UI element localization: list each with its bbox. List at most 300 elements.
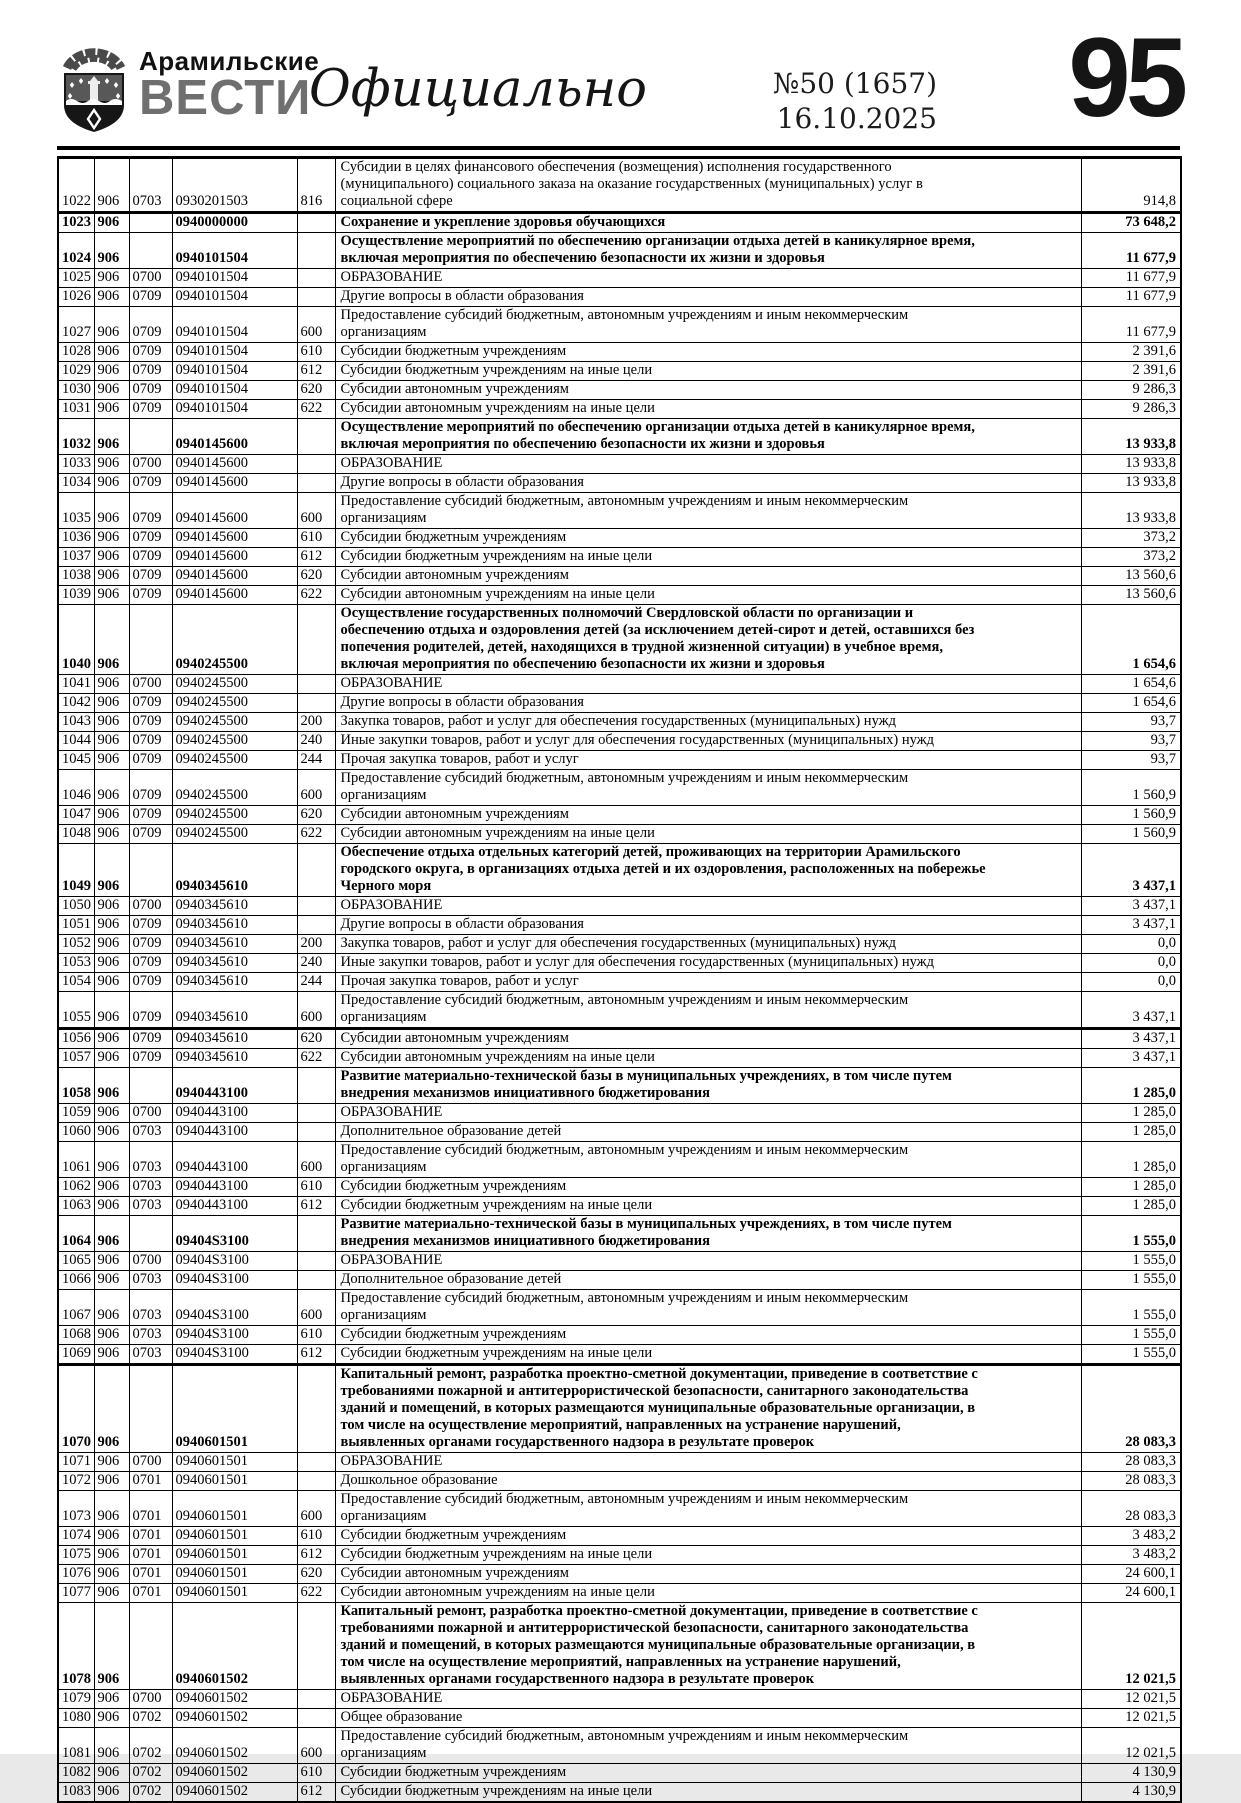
cell-section-code: 0709	[129, 586, 172, 605]
cell-target-article: 0940145600	[172, 493, 297, 529]
cell-row-number: 1049	[58, 844, 94, 897]
cell-name: Осуществление государственных полномочий Свердловской области по организации и обеспечению отдыха и оздоровления детей (за исключением детей-сирот и детей, оставшихся без попечения родителей, детей, находящихся в трудной жизненной ситуации) в учебное время, включая мероприятия по обеспечению безопасности их жизни и здоровья	[335, 605, 1081, 675]
cell-amount: 1 654,6	[1081, 605, 1181, 675]
cell-expense-type: 622	[297, 586, 335, 605]
cell-row-number: 1065	[58, 1252, 94, 1271]
cell-grbs-code: 906	[94, 935, 129, 954]
cell-target-article: 0940601501	[172, 1453, 297, 1472]
cell-expense-type: 600	[297, 493, 335, 529]
cell-row-number: 1040	[58, 605, 94, 675]
cell-expense-type: 600	[297, 992, 335, 1029]
cell-amount: 93,7	[1081, 751, 1181, 770]
cell-row-number: 1048	[58, 825, 94, 844]
cell-target-article: 0940101504	[172, 288, 297, 307]
cell-row-number: 1054	[58, 973, 94, 992]
cell-grbs-code: 906	[94, 1326, 129, 1345]
cell-amount: 4 130,9	[1081, 1764, 1181, 1783]
cell-section-code: 0703	[129, 1345, 172, 1365]
cell-target-article: 09404S3100	[172, 1290, 297, 1326]
cell-row-number: 1066	[58, 1271, 94, 1290]
cell-expense-type: 620	[297, 1029, 335, 1049]
cell-section-code	[129, 605, 172, 675]
cell-target-article: 0940443100	[172, 1123, 297, 1142]
table-row	[58, 1271, 1181, 1290]
cell-expense-type	[297, 1690, 335, 1709]
cell-expense-type: 200	[297, 713, 335, 732]
cell-expense-type: 612	[297, 1345, 335, 1365]
cell-section-code: 0701	[129, 1491, 172, 1527]
cell-amount: 1 555,0	[1081, 1345, 1181, 1365]
cell-row-number: 1063	[58, 1197, 94, 1216]
cell-grbs-code: 906	[94, 548, 129, 567]
cell-grbs-code: 906	[94, 916, 129, 935]
cell-name: Субсидии в целях финансового обеспечения (возмещения) исполнения государственного (муниципального) социального заказа на оказание государственных (муниципальных) услуг в социальной сфере	[335, 158, 1081, 213]
cell-name: Дошкольное образование	[335, 1472, 1081, 1491]
cell-grbs-code: 906	[94, 213, 129, 233]
cell-row-number: 1041	[58, 675, 94, 694]
cell-target-article: 09404S3100	[172, 1345, 297, 1365]
cell-grbs-code: 906	[94, 1709, 129, 1728]
table-row	[58, 935, 1181, 954]
table-row	[58, 269, 1181, 288]
cell-row-number: 1072	[58, 1472, 94, 1491]
cell-amount: 3 483,2	[1081, 1527, 1181, 1546]
cell-target-article: 0940443100	[172, 1068, 297, 1104]
cell-row-number: 1053	[58, 954, 94, 973]
table-row	[58, 1104, 1181, 1123]
table-row	[58, 288, 1181, 307]
cell-expense-type	[297, 474, 335, 493]
cell-expense-type	[297, 233, 335, 269]
cell-row-number: 1023	[58, 213, 94, 233]
cell-grbs-code: 906	[94, 1197, 129, 1216]
table-row	[58, 1197, 1181, 1216]
cell-section-code: 0709	[129, 529, 172, 548]
cell-section-code: 0702	[129, 1783, 172, 1803]
cell-expense-type: 610	[297, 1527, 335, 1546]
cell-target-article: 0940345610	[172, 1049, 297, 1068]
cell-grbs-code: 906	[94, 1764, 129, 1783]
cell-grbs-code: 906	[94, 973, 129, 992]
cell-grbs-code: 906	[94, 1690, 129, 1709]
cell-section-code: 0702	[129, 1764, 172, 1783]
table-row	[58, 806, 1181, 825]
table-row	[58, 1603, 1181, 1690]
cell-expense-type	[297, 675, 335, 694]
cell-amount: 1 560,9	[1081, 770, 1181, 806]
cell-expense-type: 600	[297, 1142, 335, 1178]
cell-name: ОБРАЗОВАНИЕ	[335, 455, 1081, 474]
cell-row-number: 1033	[58, 455, 94, 474]
table-row	[58, 713, 1181, 732]
cell-section-code: 0700	[129, 1453, 172, 1472]
cell-section-code	[129, 419, 172, 455]
table-row	[58, 362, 1181, 381]
cell-section-code: 0700	[129, 675, 172, 694]
cell-row-number: 1032	[58, 419, 94, 455]
cell-amount: 3 437,1	[1081, 1049, 1181, 1068]
cell-name: Субсидии бюджетным учреждениям на иные цели	[335, 1546, 1081, 1565]
cell-target-article: 09404S3100	[172, 1326, 297, 1345]
cell-amount: 12 021,5	[1081, 1728, 1181, 1764]
cell-expense-type: 610	[297, 1764, 335, 1783]
aramil-coat-of-arms-icon	[57, 44, 131, 136]
table-row	[58, 1472, 1181, 1491]
cell-expense-type: 600	[297, 1491, 335, 1527]
cell-name: ОБРАЗОВАНИЕ	[335, 675, 1081, 694]
table-row	[58, 419, 1181, 455]
table-row	[58, 400, 1181, 419]
cell-name: Субсидии бюджетным учреждениям на иные цели	[335, 548, 1081, 567]
table-row	[58, 1068, 1181, 1104]
cell-name: Предоставление субсидий бюджетным, автономным учреждениям и иным некоммерческим организациям	[335, 307, 1081, 343]
table-row	[58, 213, 1181, 233]
cell-row-number: 1062	[58, 1178, 94, 1197]
cell-name: Капитальный ремонт, разработка проектно-сметной документации, приведение в соответствие с требованиями пожарной и антитеррористической безопасности, санитарного законодательства зданий и помещений, в которых размещаются муниципальные образовательные организации, в том числе на осуществление мероприятий, направленных на устранение нарушений, выявленных органами государственного надзора в результате проверок	[335, 1365, 1081, 1453]
cell-section-code: 0709	[129, 713, 172, 732]
cell-expense-type: 610	[297, 529, 335, 548]
cell-target-article: 0940601502	[172, 1728, 297, 1764]
cell-row-number: 1059	[58, 1104, 94, 1123]
cell-section-code: 0709	[129, 751, 172, 770]
cell-section-code: 0700	[129, 269, 172, 288]
cell-section-code: 0702	[129, 1709, 172, 1728]
cell-target-article: 0940601502	[172, 1783, 297, 1803]
cell-expense-type: 244	[297, 973, 335, 992]
cell-expense-type	[297, 1252, 335, 1271]
cell-amount: 28 083,3	[1081, 1365, 1181, 1453]
cell-section-code	[129, 213, 172, 233]
table-row	[58, 844, 1181, 897]
cell-expense-type: 622	[297, 400, 335, 419]
cell-row-number: 1039	[58, 586, 94, 605]
cell-name: Предоставление субсидий бюджетным, автономным учреждениям и иным некоммерческим организациям	[335, 992, 1081, 1029]
cell-name: Субсидии автономным учреждениям на иные цели	[335, 1049, 1081, 1068]
table-row	[58, 1178, 1181, 1197]
cell-section-code: 0703	[129, 1290, 172, 1326]
cell-grbs-code: 906	[94, 1453, 129, 1472]
cell-amount: 13 933,8	[1081, 419, 1181, 455]
cell-row-number: 1043	[58, 713, 94, 732]
cell-grbs-code: 906	[94, 770, 129, 806]
cell-section-code	[129, 1216, 172, 1252]
cell-expense-type	[297, 1271, 335, 1290]
cell-amount: 11 677,9	[1081, 269, 1181, 288]
cell-amount: 3 437,1	[1081, 897, 1181, 916]
cell-target-article: 0940601501	[172, 1491, 297, 1527]
cell-row-number: 1052	[58, 935, 94, 954]
cell-row-number: 1044	[58, 732, 94, 751]
cell-row-number: 1074	[58, 1527, 94, 1546]
cell-target-article: 0940145600	[172, 548, 297, 567]
cell-name: Субсидии автономным учреждениям на иные цели	[335, 1584, 1081, 1603]
cell-section-code: 0703	[129, 158, 172, 213]
table-row	[58, 158, 1181, 213]
cell-row-number: 1027	[58, 307, 94, 343]
cell-grbs-code: 906	[94, 362, 129, 381]
cell-target-article: 09404S3100	[172, 1216, 297, 1252]
cell-section-code: 0700	[129, 1104, 172, 1123]
cell-section-code: 0701	[129, 1565, 172, 1584]
cell-target-article: 0940443100	[172, 1104, 297, 1123]
cell-expense-type: 600	[297, 1290, 335, 1326]
cell-row-number: 1060	[58, 1123, 94, 1142]
cell-section-code: 0701	[129, 1584, 172, 1603]
cell-amount: 4 130,9	[1081, 1783, 1181, 1803]
cell-expense-type: 610	[297, 343, 335, 362]
cell-name: Прочая закупка товаров, работ и услуг	[335, 973, 1081, 992]
cell-target-article: 0940345610	[172, 992, 297, 1029]
cell-name: Иные закупки товаров, работ и услуг для обеспечения государственных (муниципальных) нужд	[335, 732, 1081, 751]
cell-target-article: 0940245500	[172, 732, 297, 751]
cell-amount: 11 677,9	[1081, 288, 1181, 307]
cell-grbs-code: 906	[94, 954, 129, 973]
cell-grbs-code: 906	[94, 1123, 129, 1142]
cell-grbs-code: 906	[94, 1142, 129, 1178]
cell-name: Закупка товаров, работ и услуг для обеспечения государственных (муниципальных) нужд	[335, 713, 1081, 732]
cell-row-number: 1056	[58, 1029, 94, 1049]
table-row	[58, 825, 1181, 844]
table-row	[58, 954, 1181, 973]
cell-expense-type: 612	[297, 1783, 335, 1803]
cell-expense-type: 622	[297, 1584, 335, 1603]
cell-section-code: 0701	[129, 1546, 172, 1565]
cell-grbs-code: 906	[94, 806, 129, 825]
table-row	[58, 751, 1181, 770]
cell-grbs-code: 906	[94, 567, 129, 586]
cell-grbs-code: 906	[94, 1216, 129, 1252]
cell-amount: 2 391,6	[1081, 343, 1181, 362]
cell-grbs-code: 906	[94, 1345, 129, 1365]
cell-row-number: 1067	[58, 1290, 94, 1326]
cell-section-code: 0709	[129, 567, 172, 586]
cell-row-number: 1030	[58, 381, 94, 400]
cell-grbs-code: 906	[94, 381, 129, 400]
cell-section-code: 0709	[129, 732, 172, 751]
cell-amount: 1 654,6	[1081, 675, 1181, 694]
cell-grbs-code: 906	[94, 586, 129, 605]
cell-grbs-code: 906	[94, 400, 129, 419]
cell-name: Субсидии автономным учреждениям	[335, 1029, 1081, 1049]
cell-grbs-code: 906	[94, 605, 129, 675]
cell-target-article: 0940101504	[172, 343, 297, 362]
cell-amount: 12 021,5	[1081, 1709, 1181, 1728]
cell-section-code: 0701	[129, 1527, 172, 1546]
cell-name: Предоставление субсидий бюджетным, автономным учреждениям и иным некоммерческим организациям	[335, 770, 1081, 806]
cell-amount: 3 483,2	[1081, 1546, 1181, 1565]
cell-amount: 0,0	[1081, 954, 1181, 973]
cell-expense-type: 620	[297, 1565, 335, 1584]
cell-target-article: 0940245500	[172, 770, 297, 806]
table-row	[58, 675, 1181, 694]
table-row	[58, 307, 1181, 343]
cell-target-article: 0940443100	[172, 1142, 297, 1178]
cell-target-article: 0940345610	[172, 844, 297, 897]
cell-row-number: 1034	[58, 474, 94, 493]
brand-name-top: Арамильские	[139, 46, 320, 76]
budget-table-body	[58, 158, 1181, 1803]
cell-grbs-code: 906	[94, 1472, 129, 1491]
newspaper-brand	[139, 46, 320, 125]
cell-name: Субсидии бюджетным учреждениям	[335, 343, 1081, 362]
cell-grbs-code: 906	[94, 1565, 129, 1584]
cell-section-code: 0700	[129, 455, 172, 474]
cell-section-code: 0709	[129, 1029, 172, 1049]
cell-name: ОБРАЗОВАНИЕ	[335, 1252, 1081, 1271]
cell-section-code: 0700	[129, 1252, 172, 1271]
cell-amount: 3 437,1	[1081, 1029, 1181, 1049]
cell-row-number: 1038	[58, 567, 94, 586]
cell-amount: 1 285,0	[1081, 1104, 1181, 1123]
cell-name: Субсидии автономным учреждениям на иные цели	[335, 400, 1081, 419]
cell-section-code: 0709	[129, 362, 172, 381]
cell-target-article: 0940101504	[172, 400, 297, 419]
cell-target-article: 0940345610	[172, 935, 297, 954]
cell-target-article: 0940601502	[172, 1603, 297, 1690]
cell-amount: 1 654,6	[1081, 694, 1181, 713]
table-row	[58, 770, 1181, 806]
table-row	[58, 1142, 1181, 1178]
cell-amount: 1 555,0	[1081, 1216, 1181, 1252]
cell-section-code: 0709	[129, 307, 172, 343]
cell-name: Предоставление субсидий бюджетным, автономным учреждениям и иным некоммерческим организациям	[335, 1728, 1081, 1764]
cell-expense-type	[297, 1123, 335, 1142]
cell-target-article: 0940245500	[172, 713, 297, 732]
cell-grbs-code: 906	[94, 288, 129, 307]
cell-row-number: 1055	[58, 992, 94, 1029]
cell-name: Развитие материально-технической базы в муниципальных учреждениях, в том числе путем внедрения механизмов инициативного бюджетирования	[335, 1068, 1081, 1104]
cell-row-number: 1068	[58, 1326, 94, 1345]
cell-section-code: 0701	[129, 1472, 172, 1491]
cell-grbs-code: 906	[94, 1049, 129, 1068]
cell-row-number: 1076	[58, 1565, 94, 1584]
cell-expense-type: 612	[297, 362, 335, 381]
cell-expense-type	[297, 1453, 335, 1472]
table-row	[58, 1546, 1181, 1565]
cell-expense-type: 600	[297, 307, 335, 343]
cell-row-number: 1057	[58, 1049, 94, 1068]
cell-name: ОБРАЗОВАНИЕ	[335, 1690, 1081, 1709]
cell-expense-type: 240	[297, 954, 335, 973]
cell-section-code: 0703	[129, 1271, 172, 1290]
cell-expense-type	[297, 213, 335, 233]
cell-amount: 13 560,6	[1081, 586, 1181, 605]
cell-grbs-code: 906	[94, 1584, 129, 1603]
cell-expense-type	[297, 288, 335, 307]
cell-grbs-code: 906	[94, 269, 129, 288]
cell-amount: 0,0	[1081, 973, 1181, 992]
cell-name: Капитальный ремонт, разработка проектно-сметной документации, приведение в соответствие с требованиями пожарной и антитеррористической безопасности, санитарного законодательства зданий и помещений, в которых размещаются муниципальные образовательные организации, в том числе на осуществление мероприятий, направленных на устранение нарушений, выявленных органами государственного надзора в результате проверок	[335, 1603, 1081, 1690]
cell-expense-type	[297, 897, 335, 916]
cell-row-number: 1081	[58, 1728, 94, 1764]
cell-amount: 28 083,3	[1081, 1453, 1181, 1472]
cell-name: Субсидии автономным учреждениям	[335, 381, 1081, 400]
cell-name: Субсидии бюджетным учреждениям на иные цели	[335, 1345, 1081, 1365]
cell-grbs-code: 906	[94, 1603, 129, 1690]
cell-grbs-code: 906	[94, 474, 129, 493]
table-row	[58, 1326, 1181, 1345]
cell-amount: 1 285,0	[1081, 1142, 1181, 1178]
cell-section-code	[129, 1365, 172, 1453]
cell-amount: 1 555,0	[1081, 1271, 1181, 1290]
table-row	[58, 343, 1181, 362]
cell-section-code	[129, 233, 172, 269]
table-row	[58, 1565, 1181, 1584]
cell-grbs-code: 906	[94, 1365, 129, 1453]
table-row	[58, 605, 1181, 675]
cell-grbs-code: 906	[94, 307, 129, 343]
cell-section-code	[129, 1603, 172, 1690]
cell-amount: 1 285,0	[1081, 1197, 1181, 1216]
cell-grbs-code: 906	[94, 1178, 129, 1197]
cell-name: Субсидии автономным учреждениям	[335, 1565, 1081, 1584]
cell-row-number: 1083	[58, 1783, 94, 1803]
table-row	[58, 1453, 1181, 1472]
cell-target-article: 09404S3100	[172, 1271, 297, 1290]
cell-name: Дополнительное образование детей	[335, 1271, 1081, 1290]
table-row	[58, 381, 1181, 400]
cell-section-code: 0709	[129, 548, 172, 567]
cell-section-code: 0703	[129, 1197, 172, 1216]
cell-section-code: 0709	[129, 694, 172, 713]
cell-amount: 9 286,3	[1081, 381, 1181, 400]
table-row	[58, 455, 1181, 474]
cell-target-article: 0940601501	[172, 1565, 297, 1584]
cell-expense-type: 622	[297, 1049, 335, 1068]
table-row	[58, 233, 1181, 269]
cell-grbs-code: 906	[94, 713, 129, 732]
cell-target-article: 0940345610	[172, 916, 297, 935]
cell-expense-type	[297, 605, 335, 675]
cell-row-number: 1045	[58, 751, 94, 770]
cell-target-article: 0940601502	[172, 1690, 297, 1709]
cell-section-code: 0709	[129, 474, 172, 493]
cell-expense-type: 620	[297, 381, 335, 400]
cell-row-number: 1037	[58, 548, 94, 567]
table-row	[58, 586, 1181, 605]
cell-grbs-code: 906	[94, 1029, 129, 1049]
cell-target-article: 0940145600	[172, 419, 297, 455]
cell-name: Другие вопросы в области образования	[335, 694, 1081, 713]
cell-grbs-code: 906	[94, 992, 129, 1029]
cell-target-article: 0940601501	[172, 1527, 297, 1546]
table-row	[58, 1527, 1181, 1546]
cell-grbs-code: 906	[94, 844, 129, 897]
cell-amount: 1 555,0	[1081, 1252, 1181, 1271]
cell-expense-type	[297, 1068, 335, 1104]
cell-name: Осуществление мероприятий по обеспечению организации отдыха детей в каникулярное время, включая мероприятия по обеспечению безопасности их жизни и здоровья	[335, 233, 1081, 269]
cell-grbs-code: 906	[94, 233, 129, 269]
cell-expense-type	[297, 1472, 335, 1491]
cell-target-article: 0940000000	[172, 213, 297, 233]
cell-expense-type	[297, 269, 335, 288]
cell-row-number: 1047	[58, 806, 94, 825]
cell-target-article: 0940245500	[172, 806, 297, 825]
cell-expense-type	[297, 844, 335, 897]
table-row	[58, 493, 1181, 529]
cell-name: Закупка товаров, работ и услуг для обеспечения государственных (муниципальных) нужд	[335, 935, 1081, 954]
cell-amount: 0,0	[1081, 935, 1181, 954]
cell-amount: 28 083,3	[1081, 1491, 1181, 1527]
cell-row-number: 1046	[58, 770, 94, 806]
cell-row-number: 1071	[58, 1453, 94, 1472]
cell-expense-type: 600	[297, 1728, 335, 1764]
table-row	[58, 1709, 1181, 1728]
cell-section-code: 0709	[129, 1049, 172, 1068]
cell-target-article: 0940245500	[172, 694, 297, 713]
cell-expense-type: 244	[297, 751, 335, 770]
cell-amount: 13 933,8	[1081, 493, 1181, 529]
